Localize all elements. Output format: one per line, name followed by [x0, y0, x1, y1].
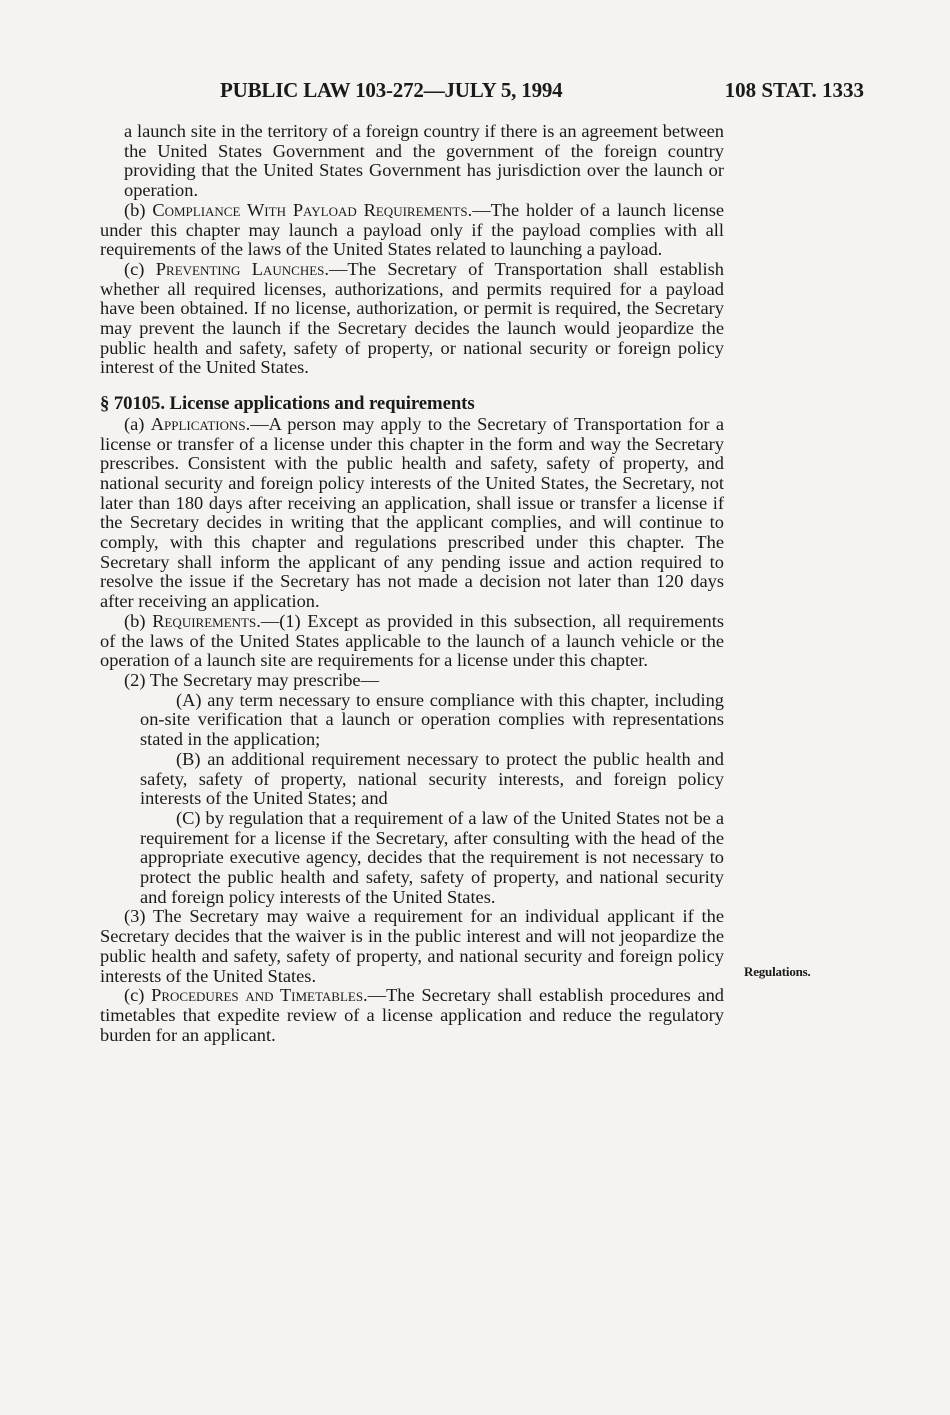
- clause-C: (C) by regulation that a requirement of a law of the United States not be a requirement for a license if the Secretary, after consulting with the head of the appropriate executive agency, decides that the requirement is not necessary to protect the public health and safety, safety of property, and national security and foreign policy interests of the United States.: [140, 807, 724, 907]
- subsection-label: (b): [124, 199, 153, 220]
- clause-A: (A) any term necessary to ensure compliance with this chapter, including on-site verification that a launch or operation complies with representations stated in the application;: [140, 689, 724, 750]
- subsection-heading: Preventing Launches.: [155, 258, 330, 279]
- subsection-text: —The Secretary shall establish procedures and timetables that expedite review of a license application and reduce the regulatory burden for an applicant.: [100, 985, 724, 1045]
- subsection-c-procedures: [100, 986, 724, 1045]
- subsection-heading: Applications.: [150, 413, 251, 434]
- subsection-label: (c): [124, 258, 156, 279]
- subsection-c-preventing-launches: [100, 260, 724, 378]
- paragraph-3: (3) The Secretary may waive a requirement for an individual applicant if the Secretary decides that the waiver is in the public interest and will not jeopardize the public health and safety, safety of property, and national security and foreign policy interests of the United States.: [100, 906, 724, 986]
- subsection-heading: Procedures and Timetables.: [151, 985, 368, 1006]
- subsection-text: —The holder of a launch license under this chapter may launch a payload only if the payload complies with all requirements of the laws of the United States related to launching a payload.: [100, 199, 725, 260]
- subsection-b-requirements: [100, 612, 724, 671]
- subsection-heading: Requirements.: [152, 610, 261, 631]
- subsection-text: —The Secretary of Transportation shall establish whether all required licenses, authorizations, and permits required for a payload have been obtained. If no license, authorization, or permit is required, the Secretary may prevent the launch if the Secretary decides the launch would jeopardize the public health and safety, safety of property, or national security or foreign policy interest of the United States.: [100, 258, 725, 378]
- subsection-b-payload: [100, 201, 724, 260]
- subsection-text: —(1) Except as provided in this subsection, all requirements of the laws of the United States applicable to the launch of a launch vehicle or the operation of a launch site are requirements for a license under this chapter.: [100, 610, 724, 671]
- subsection-a-applications: [100, 415, 724, 612]
- subsection-text: —A person may apply to the Secretary of Transportation for a license or transfer of a license under this chapter in the form and way the Secretary prescribes. Consistent with the public health and safety, safety of property, and national security and foreign policy interests of the United States, the Secretary, not later than 180 days after receiving an application, shall issue or transfer a license if the Secretary decides in writing that the applicant complies, and will continue to comply, with this chapter and regulations prescribed under this chapter. The Secretary shall inform the applicant of any pending issue and action required to resolve the issue if the Secretary has not made a decision not later than 120 days after receiving an application.: [100, 413, 724, 612]
- subsection-label: (b): [124, 610, 153, 631]
- section-heading-70105: § 70105. License applications and requirements: [100, 393, 475, 415]
- paragraph-2: (2) The Secretary may prescribe—: [124, 669, 379, 690]
- margin-note-regulations: Regulations.: [744, 964, 811, 979]
- page-header: [100, 78, 864, 108]
- clause-B: (B) an additional requirement necessary to protect the public health and safety, safety of property, national security interests, and foreign policy interests of the United States; and: [140, 748, 724, 809]
- running-title: PUBLIC LAW 103-272—JULY 5, 1994: [220, 78, 563, 102]
- law-text-body: [100, 122, 724, 1045]
- subsection-label: (c): [124, 985, 152, 1006]
- paragraph-continuation: a launch site in the territory of a foreign country if there is an agreement between the United States Government and the government of the foreign country providing that the United States Government has jurisdiction over the launch or operation.: [124, 121, 724, 201]
- subsection-label: (a): [124, 413, 151, 434]
- statute-page-number: 108 STAT. 1333: [724, 78, 864, 102]
- subsection-heading: Compliance With Payload Requirements.: [152, 199, 473, 220]
